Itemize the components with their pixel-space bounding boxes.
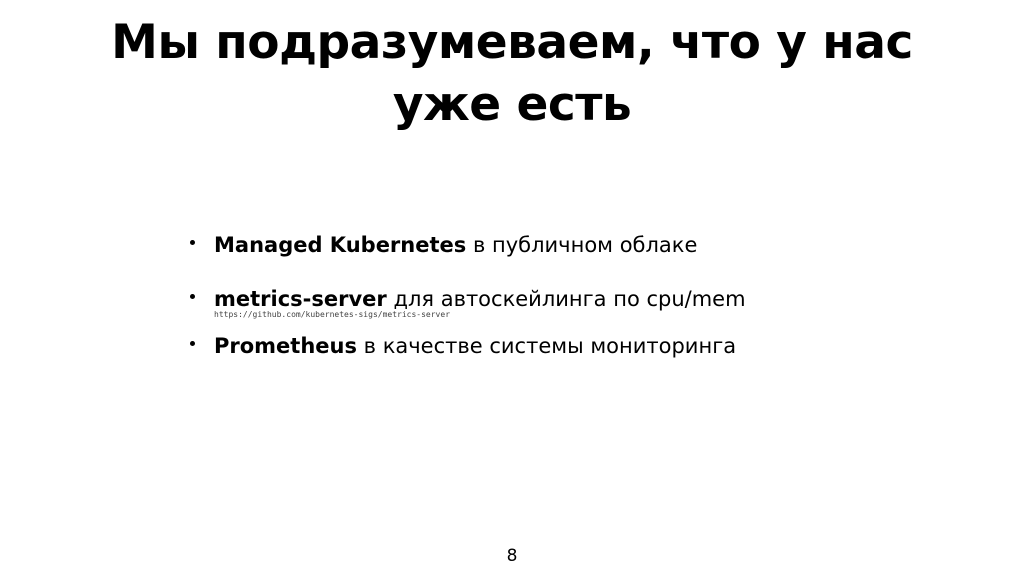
bullet-text: в публичном облаке: [466, 233, 698, 257]
bullet-strong-text: metrics-server: [214, 287, 387, 311]
bullet-text: в качестве системы мониторинга: [356, 334, 737, 358]
slide-title: [0, 12, 1024, 136]
bullet-text: для автоскейлинга по cpu/mem: [386, 287, 746, 311]
bullet-list: [190, 230, 890, 361]
metrics-server-link[interactable]: https://github.com/kubernetes-sigs/metrics-server: [214, 310, 451, 319]
bullet-dot-icon: [190, 240, 195, 245]
bullet-dot-icon: [190, 294, 195, 299]
page-number: 8: [506, 546, 518, 566]
bullet-dot-icon: [190, 341, 195, 346]
slide-title-line-2: уже есть: [392, 77, 632, 132]
bullet-strong-text: Prometheus: [214, 334, 357, 358]
bullet-item-metrics-server: [190, 284, 890, 319]
bullet-item-managed-kubernetes: [190, 230, 890, 260]
slide-title-line-1: Мы подразумеваем, что у нас: [111, 15, 913, 70]
bullet-strong-text: Managed Kubernetes: [214, 233, 467, 257]
bullet-item-prometheus: [190, 331, 890, 361]
